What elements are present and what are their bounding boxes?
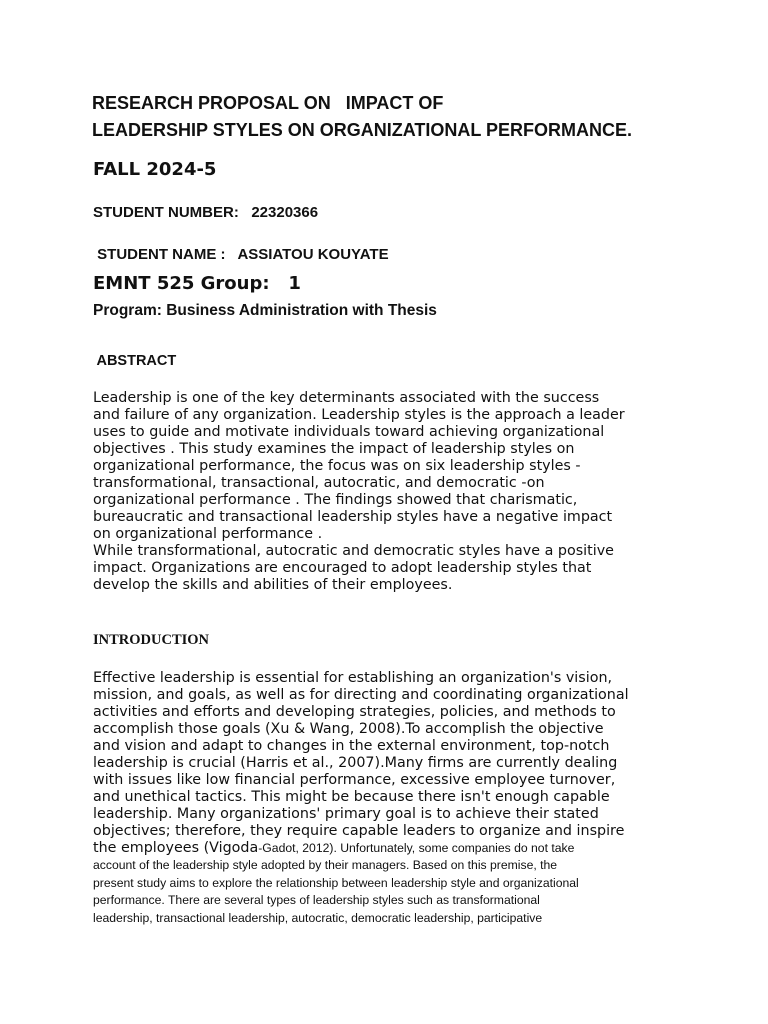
introduction-small-tail: -Gadot, 2012). Unfortunately, some companies do not take <box>258 841 575 855</box>
course-group: EMNT 525 Group: 1 <box>93 273 301 294</box>
introduction-heading: INTRODUCTION <box>93 632 210 648</box>
abstract-body: Leadership is one of the key determinants associated with the success and failure of any organization. Leadership styles is the approach a leader uses to guide and motivate individuals toward achieving organizational objectives . This study examines the impact of leadership styles on organizational performance, the focus was on six leadership styles - transformational, transactional, autocratic, and democratic -on organizational performance . The findings showed that charismatic, bureaucratic and transactional leadership styles have a negative impact on organizational performance . While transformational, autocratic and democratic styles have a positive impact. Organizations are encouraged to adopt leadership styles that develop the skills and abilities of their employees. <box>93 390 625 593</box>
student-number: STUDENT NUMBER: 22320366 <box>93 204 319 221</box>
document-title: RESEARCH PROPOSAL ON IMPACT OF LEADERSHIP STYLES ON ORGANIZATIONAL PERFORMANCE. <box>92 93 633 140</box>
abstract-heading: ABSTRACT <box>93 353 177 369</box>
introduction-main-text: Effective leadership is essential for establishing an organization's vision, mission, and goals, as well as for directing and coordinating organizational activities and efforts and developing strategies, policies, and methods to accomplish those goals (Xu & Wang, 2008).To accomplish the objective and vision and adapt to changes in the external environment, top-notch leadership is crucial (Harris et al., 2007).Many firms are currently dealing with issues like low financial performance, excessive employee turnover, and unethical tactics. This might be because there isn't enough capable leadership. Many organizations' primary goal is to achieve their stated objectives; therefore, they require capable leaders to organize and inspire the employees (Vigoda <box>93 670 629 856</box>
introduction-continuation: account of the leadership style adopted by their managers. Based on this premise, the present study aims to explore the relationship between leadership style and organizational performance. There are several types of leadership styles such as transformational leadership, transactional leadership, autocratic, democratic leadership, participative <box>93 858 579 925</box>
term-label: FALL 2024-5 <box>93 159 217 180</box>
student-name: STUDENT NAME : ASSIATOU KOUYATE <box>93 246 389 263</box>
program-name: Program: Business Administration with Thesis <box>93 302 437 319</box>
introduction-body <box>93 670 693 857</box>
